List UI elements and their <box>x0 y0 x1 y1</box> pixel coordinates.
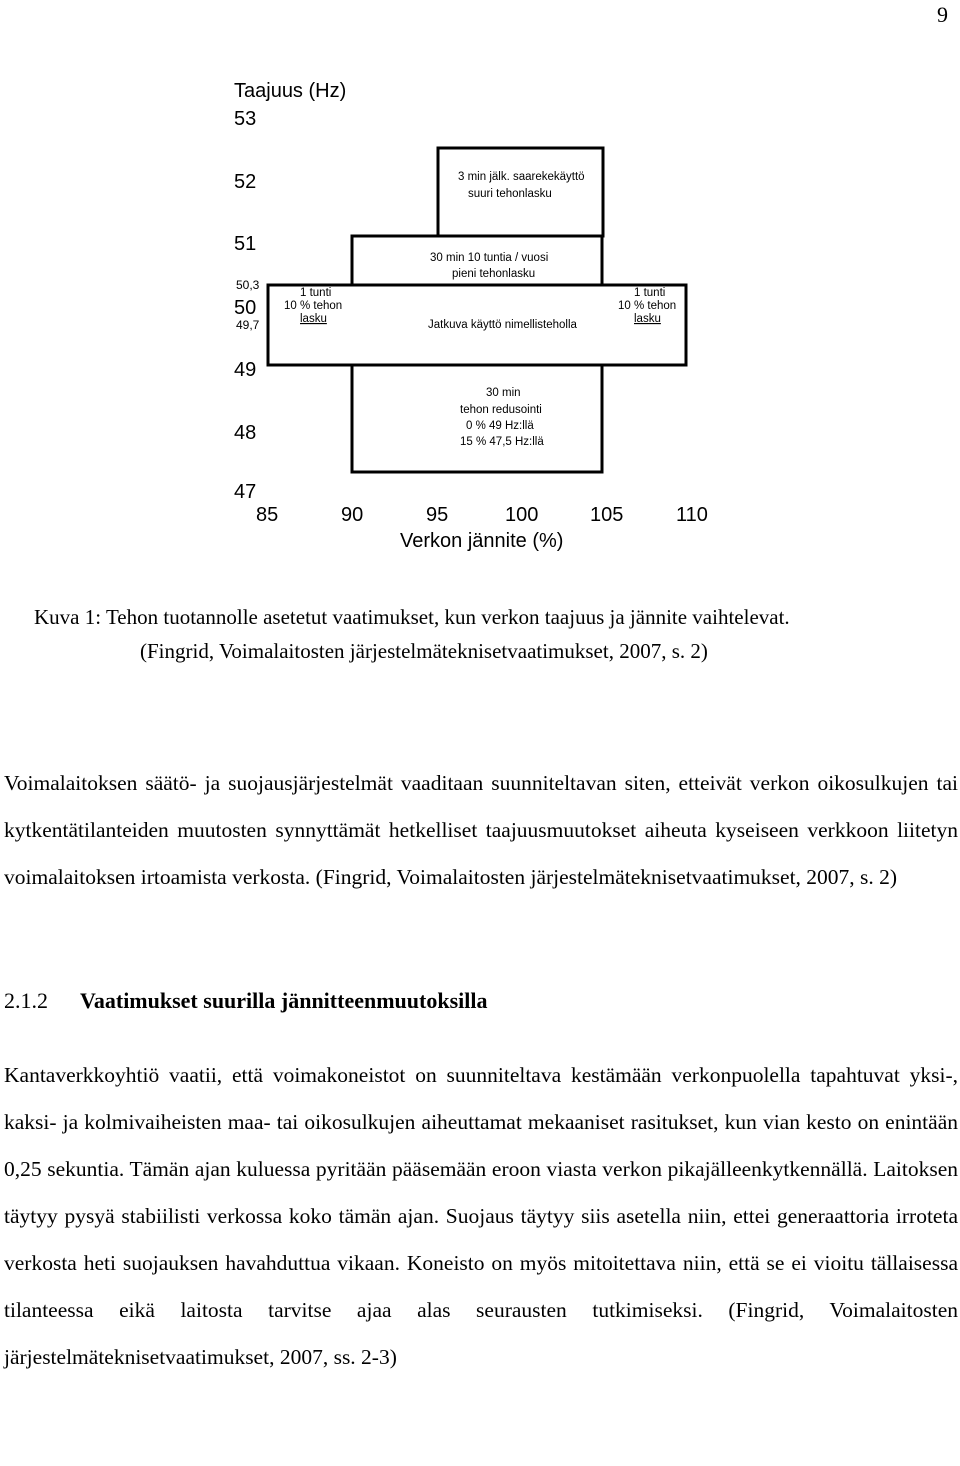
section-heading <box>4 988 487 1014</box>
annotation-top-2: suuri tehonlasku <box>468 188 552 200</box>
page-number: 9 <box>937 2 948 27</box>
annotation-bottom-3: 0 % 49 Hz:llä <box>466 420 534 432</box>
y-tick-labels <box>234 108 260 503</box>
annotation-right-3: lasku <box>634 313 661 325</box>
caption-line-1: Kuva 1: Tehon tuotannolle asetetut vaatimukset, kun verkon taajuus ja jännite vaihtelevat. <box>34 605 790 629</box>
annotation-left-2: 10 % tehon <box>284 300 343 312</box>
y-tick-53: 53 <box>234 108 257 130</box>
section-title: Vaatimukset suurilla jännitteenmuutoksilla <box>80 988 488 1013</box>
x-tick-100: 100 <box>505 504 539 526</box>
x-tick-110: 110 <box>676 504 708 526</box>
annotation-right-1: 1 tunti <box>634 287 666 299</box>
y-tick-52: 52 <box>234 171 257 193</box>
annotation-bottom-2: tehon redusointi <box>460 404 542 416</box>
annotation-upper-2: pieni tehonlasku <box>452 268 536 280</box>
x-tick-95: 95 <box>426 504 449 526</box>
x-tick-85: 85 <box>256 504 279 526</box>
y-tick-51: 51 <box>234 233 257 255</box>
y-tick-50-3: 50,3 <box>236 278 260 292</box>
annotation-top-1: 3 min jälk. saarekekäyttö <box>458 171 585 183</box>
y-tick-48: 48 <box>234 422 257 444</box>
region-lower <box>352 365 602 472</box>
x-tick-labels <box>256 504 708 526</box>
paragraph-2-text: Kantaverkkoyhtiö vaatii, että voimakoneistot on suunniteltava kestämään verkonpuolella tapahtuvat yksi-, kaksi- ja kolmivaiheisten maa- tai oikosulkujen aiheuttamat mekaaniset rasitukset, kun vian kesto on enintään 0,25 sekuntia. Tämän ajan kuluessa pyritään pääsemään eroon viasta verkon pikajälleenkytkennällä. Laitoksen täytyy pysyä stabiilisti verkossa koko tämän ajan. Suojaus täytyy siis asetella niin, ettei generaattoria irroteta verkosta heti suojauksen havahduttua vikaan. Koneisto on myös mitoitettava niin, että se ei vioitu tällaisessa tilanteessa eikä laitosta tarvitse ajaa alas seurausten tutkimiseksi. (Fingrid, Voimalaitosten järjestelmäteknisetvaatimukset, 2007, ss. 2-3) <box>4 1063 958 1369</box>
y-tick-49: 49 <box>234 359 257 381</box>
annotation-bottom-1: 30 min <box>486 387 521 399</box>
x-tick-90: 90 <box>341 504 364 526</box>
annotation-upper-1: 30 min 10 tuntia / vuosi <box>430 252 549 264</box>
caption-line-2: (Fingrid, Voimalaitosten järjestelmäteknisetvaatimukset, 2007, s. 2) <box>140 639 708 663</box>
paragraph-1 <box>4 760 958 901</box>
y-tick-49-7: 49,7 <box>236 318 260 332</box>
x-tick-105: 105 <box>590 504 624 526</box>
annotation-left-1: 1 tunti <box>300 287 332 299</box>
paragraph-1-text: Voimalaitoksen säätö- ja suojausjärjestelmät vaaditaan suunniteltavan siten, etteivät verkon oikosulkujen tai kytkentätilanteiden muutosten synnyttämät hetkelliset taajuusmuutokset aiheuta kyseiseen verkkoon liitetyn voimalaitoksen irtoamista verkosta. (Fingrid, Voimalaitosten järjestelmäteknisetvaatimukset, 2007, s. 2) <box>4 771 958 889</box>
annotation-right-2: 10 % tehon <box>618 300 677 312</box>
paragraph-2 <box>4 1052 958 1381</box>
frequency-voltage-diagram <box>220 70 740 560</box>
annotation-center: Jatkuva käyttö nimellisteholla <box>428 319 577 331</box>
y-tick-50: 50 <box>234 297 257 319</box>
annotation-bottom-4: 15 % 47,5 Hz:llä <box>460 436 544 448</box>
annotation-left-3: lasku <box>300 313 327 325</box>
y-axis-title: Taajuus (Hz) <box>234 80 347 102</box>
x-axis-title: Verkon jännite (%) <box>400 530 564 552</box>
section-number: 2.1.2 <box>4 988 48 1013</box>
y-tick-47: 47 <box>234 481 257 503</box>
region-annotations <box>284 171 676 448</box>
